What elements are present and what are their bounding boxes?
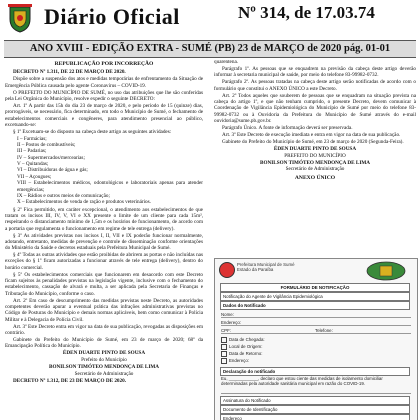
paragraph-4: § 4º Todas as outras atividades que estão proibidas de abrirem as portas e não incluídas nas exceções do § 1º ficam autorizadas a funcionar através de tele entrega (delivery), dentro do horário comercial. <box>5 252 203 271</box>
form-check-label: Local de Origem: <box>229 344 263 350</box>
list-item: VI – Distribuidoras de água e gás; <box>17 167 88 174</box>
gazette-number: Nº 314, de 17.03.74 <box>238 3 375 22</box>
list-item: IX – Rádios e outros meios de comunicação; <box>17 192 110 199</box>
form-row-document: Documento de Identificação <box>220 405 410 414</box>
form-check-label: Data de Chegada: <box>229 337 265 343</box>
right-paragraph-unico: Parágrafo Único. A fonte de informação deverá ser preservada. <box>222 124 353 131</box>
list-item: VIII – Estabelecimentos médicos, odontológicos e laboratoriais apenas para atender emergências; <box>17 180 203 193</box>
republication-heading: REPUBLICAÇÃO POR INCORREÇÃO <box>54 61 154 67</box>
right-article-3: Art. 3º Este Decreto de execução imediata e entra em vigor na data de sua publicação. <box>222 131 401 138</box>
annex-heading: ANEXO ÚNICO <box>294 174 336 181</box>
form-divider <box>221 333 411 334</box>
checkbox-icon <box>221 337 227 343</box>
form-row-agent: Notificação do Agente de Vigilância Epidemiológica <box>220 292 410 301</box>
form-check-label: Endereço: <box>229 358 250 364</box>
article-3: Art. 3º Este Decreto entra em vigor na data de sua publicação, revogadas as disposições em contrário. <box>5 323 203 337</box>
left-column <box>5 59 203 420</box>
list-item: VII – Açougues; <box>17 173 52 180</box>
article-2: Art. 2º Em caso de descumprimento das medidas previstas neste Decreto, as autoridades competentes deverão apurar a eventual prática das infrações administrativas previstas no Código de Posturas do Município e demais normas aplicáveis, bem como comunicar à Polícia Militar e à Delegacia de Polícia Civil. <box>5 297 203 323</box>
form-logo-icon <box>219 262 235 278</box>
right-signatory-mayor: ÉDEN DUARTE PINTO DE SOUSA <box>273 145 357 152</box>
form-check-return <box>221 351 262 357</box>
article-1-paragraph-1: § 1º Excetuam-se do disposto na cabeça deste artigo as seguintes atividades: <box>13 128 172 135</box>
form-header <box>237 262 295 272</box>
form-title: FORMULÁRIO DE NOTIFICAÇÃO <box>220 283 410 292</box>
right-signatory-mayor-role: PREFEITO DO MUNICÍPIO <box>284 152 346 159</box>
form-check-origin <box>221 344 262 350</box>
decree-ementa: Dispõe sobre a suspensão dos atos e medidas temporárias de enfrentamento da Situação de Emergência Pública causada pelo agente Coronavírus – COVID-19. <box>5 76 203 89</box>
right-signatory-secretary: BONILSON TIMÓTEO MENDONÇA DE LIMA <box>259 159 370 166</box>
paragraph-2: § 2º Fica permitido, em caráter excepcional, o atendimento aos estabelecimentos de que tratam os incisos III, IV, V, VI e XX presente o limite de um cliente para cada 15m², respeitando o distanciamento mínimo de 1,5m e os horários de funcionamento, de acordo com a portaria que regulamenta o funcionamento em regime de tele entrega (delivery). <box>5 206 203 232</box>
decree-1312-title: DECRETO Nº 1.312, DE 23 DE MARÇO DE 2020. <box>13 378 127 384</box>
list-item: V – Quitandas; <box>17 161 49 168</box>
form-label-cpf: CPF: <box>221 328 232 333</box>
form-row-notified-data: Dados do Notificado <box>220 301 410 310</box>
form-row-declaration: Declaração do notificado <box>220 367 410 376</box>
list-item: IV – Supermercados/mercearias; <box>17 154 85 161</box>
form-header-line-2: Estado da Paraíba <box>237 267 274 272</box>
right-paragraph-3: Parágrafo 2º. As pessoas tratadas na cabeça deste artigo serão notificadas de acordo com o formulário que constitui o ANEXO ÚNICO a este Decreto. <box>214 79 416 92</box>
signatory-secretary-role: Secretário de Administração <box>74 371 134 378</box>
closing-statement: Gabinete do Prefeito do Município de Sumé, em 23 de março de 2020; 68º da Emancipação Política do Município. <box>5 336 203 350</box>
signatory-mayor-role: Prefeito do Município <box>81 357 127 364</box>
right-paragraph-1: quarentena. <box>214 59 239 65</box>
decree-1311-title: DECRETO Nº 1.311, DE 22 DE MARÇO DE 2020. <box>13 69 126 76</box>
form-check-arrival <box>221 337 265 343</box>
right-signatory-secretary-role: Secretário de Administração <box>285 166 345 173</box>
form-divider <box>221 317 411 318</box>
form-check-label: Data de Retorno: <box>229 351 263 357</box>
form-header-line-1: Prefeitura Municipal de Sumé <box>237 262 295 267</box>
form-declaration-text: Eu, ____________, declaro que estou ciente das medidas de isolamento domiciliar determinadas pela autoridade sanitária municipal em razão do COVID-19. <box>221 376 383 386</box>
checkbox-icon <box>221 351 227 357</box>
right-paragraph-2: Parágrafo 1º. As pessoas que se enquadrem na previsão da cabeça deste artigo deverão informar à secretaria municipal de saúde, por meio do telefone 83-99982-0732. <box>214 65 416 79</box>
gazette-title: Diário Oficial <box>44 4 180 29</box>
paragraph-3: § 3º As atividades previstas nos incisos I, II, VII e IX poderão funcionar normalmente, adotando, entretanto, medidas de prevenção e controle de disseminação conforme orientações do Ministério da Saúde e decretos estaduais pela Prefeitura Municipal de Sumé. <box>5 232 203 252</box>
right-column <box>214 59 416 257</box>
notification-form-image <box>214 258 418 420</box>
form-label-phone: Telefone: <box>315 328 333 333</box>
list-item: X – Estabelecimentos de venda de ração e produtos veterinários. <box>17 199 151 206</box>
decree-intro: O PREFEITO DO MUNICÍPIO DE SUMÉ, no uso das atribuições que lhe são conferidas pela Lei Orgânica do Município, resolve expedir o seguinte DECRETO: <box>5 89 203 102</box>
list-item: II – Postos de combustíveis; <box>17 142 76 149</box>
edition-bar: ANO XVIII - EDIÇÃO EXTRA - SUMÉ (PB) 23 de MARÇO de 2020 pág. 01-01 <box>4 40 416 58</box>
signatory-mayor: ÉDEN DUARTE PINTO DE SOUSA <box>62 350 146 357</box>
form-row-address: Endereço <box>220 414 410 420</box>
form-row-signature: Assinatura do Notificado <box>220 396 410 405</box>
checkbox-icon <box>221 358 227 364</box>
form-divider <box>221 393 411 394</box>
list-item: I – Farmácias; <box>17 135 47 142</box>
signatory-secretary: BONILSON TIMÓTEO MENDONÇA DE LIMA <box>48 364 159 371</box>
municipal-coat-of-arms-icon <box>365 261 407 281</box>
form-label-name: Nome: <box>221 312 234 317</box>
article-1: Art. 1º A partir das 15h do dia 23 de março de 2020, e pelo período de 15 (quinze) dias, prorrogáveis, se necessário, fica determinado, em todo o Município de Sumé, o fechamento de estabelecimentos comerciais e congêneres, para atendimento presencial ao público, excetuando-se: <box>5 102 203 128</box>
form-label-address: Endereço: <box>221 320 242 325</box>
exception-list <box>5 136 203 206</box>
list-item: III – Padarias; <box>17 148 47 155</box>
right-article-2: Art. 2º Todos aqueles que souberem de pessoas que se enquadram na situação prevista na cabeça do artigo 1º, e que não tenham cumprido, o presente Decreto, devem comunicar à Coordenação de Vigilância Epidemiológica do Município de Sumé por meio do telefone 83-99982-0732 ou à Ouvidoria da Prefeitura do Município de Sumé através do e-mail ouvidoria@sume.pb.gov.br. <box>214 92 416 124</box>
paragraph-5: § 5º Os estabelecimentos comerciais que funcionarem em desacordo com este Decreto ficam sujeitos às penalidades previstas na legislação vigente, inclusive com o fechamento do estabelecimento, cassação de alvará e multa, a ser aplicada pela Secretaria de Finanças e Tributação do Município, conforme o caso. <box>5 271 203 297</box>
form-check-address <box>221 358 249 364</box>
checkbox-icon <box>221 344 227 350</box>
right-closing: Gabinete do Prefeito do Município de Sumé, em 23 de março de 2020 (Segunda-Feira). <box>222 138 404 145</box>
municipal-coat-of-arms-icon <box>6 3 34 33</box>
form-divider <box>221 325 411 326</box>
